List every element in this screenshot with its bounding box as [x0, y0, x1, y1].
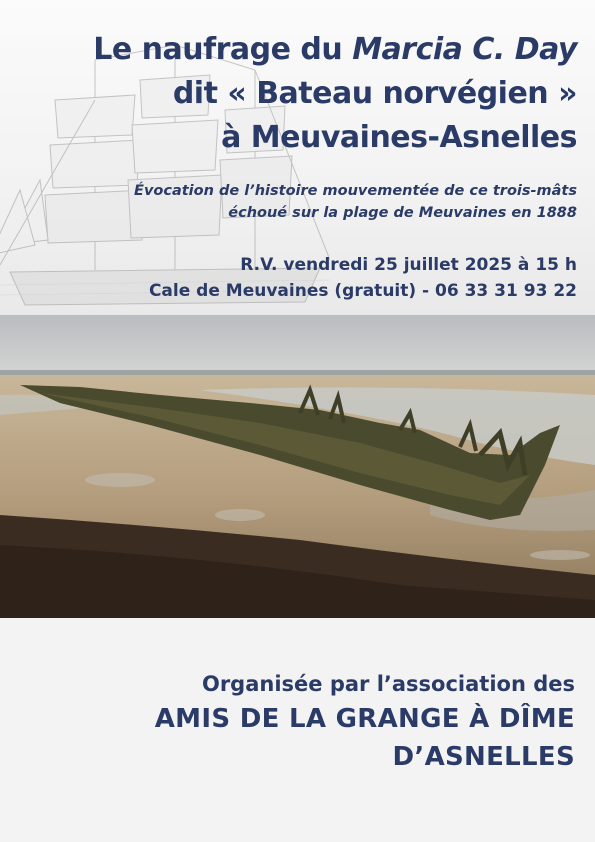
title-line-3: à Meuvaines-Asnelles	[221, 120, 577, 155]
organizer-name-line-1: AMIS DE LA GRANGE À DÎME	[154, 704, 575, 734]
poster-header	[0, 0, 595, 315]
subtitle-line-2: échoué sur la plage de Meuvaines en 1888	[228, 205, 577, 221]
shipwreck-photo	[0, 315, 595, 618]
ship-name: Marcia C. Day	[352, 32, 577, 67]
poster-title	[93, 28, 577, 160]
organizer-name-line-2: D’ASNELLES	[392, 742, 575, 772]
title-prefix: Le naufrage du	[93, 32, 353, 67]
poster-footer	[0, 618, 595, 842]
event-details	[149, 252, 577, 304]
event-date: R.V. vendredi 25 juillet 2025 à 15 h	[240, 255, 577, 275]
subtitle-line-1: Évocation de l’histoire mouvementée de ce trois-mâts	[134, 183, 577, 199]
organizer	[155, 668, 575, 776]
title-line-1	[93, 28, 577, 72]
organizer-intro: Organisée par l’association des	[201, 672, 575, 696]
event-location-phone: Cale de Meuvaines (gratuit) - 06 33 31 93 22	[148, 281, 577, 301]
poster-subtitle	[134, 180, 577, 224]
title-line-2: dit « Bateau norvégien »	[172, 76, 577, 111]
